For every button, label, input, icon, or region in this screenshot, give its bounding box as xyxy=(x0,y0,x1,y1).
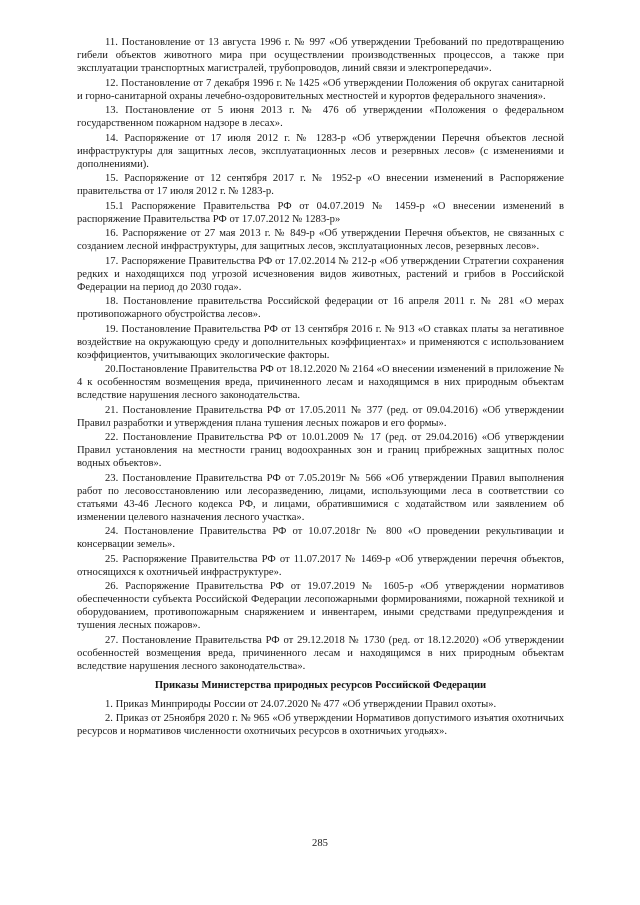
document-page xyxy=(77,36,564,740)
list-item: 2. Приказ от 25ноября 2020 г. № 965 «Об утверждении Нормативов допустимого изъятия охотничьих ресурсов и нормативов численности охотничьих ресурсов в охотничьих угодьях». xyxy=(77,713,564,737)
list-item: 17. Распоряжение Правительства РФ от 17.02.2014 № 212-р «Об утверждении Стратегии сохранения редких и находящихся под угрозой исчезновения видов животных, растений и грибов в Российской Федерации на период до 2030 года». xyxy=(77,255,564,293)
list-item: 1. Приказ Минприроды России от 24.07.2020 № 477 «Об утверждении Правил охоты». xyxy=(105,698,497,710)
page-number: 285 xyxy=(312,838,328,849)
list-item: 26. Распоряжение Правительства РФ от 19.07.2019 № 1605-р «Об утверждении нормативов обеспеченности субъекта Российской Федерации лесопожарными формированиями, пожарной техникой и оборудованием, противопожарным снаряжением и инвентарем, иными средствами предупреждения и тушения лесных пожаров». xyxy=(77,581,564,631)
list-item: 21. Постановление Правительства РФ от 17.05.2011 № 377 (ред. от 09.04.2016) «Об утверждении Правил разработки и утверждения плана тушения лесных пожаров и его формы». xyxy=(77,404,564,429)
list-item: 27. Постановление Правительства РФ от 29.12.2018 № 1730 (ред. от 18.12.2020) «Об утверждении особенностей возмещения вреда, причиненного лесам и находящимся в них природным объектам вследствие нарушения лесного законодательства». xyxy=(77,634,564,672)
list-item: 11. Постановление от 13 августа 1996 г. № 997 «Об утверждении Требований по предотвращению гибели объектов животного мира при осуществлении производственных процессов, а также при эксплуатации транспортных магистралей, трубопроводов, линий связи и электропередачи». xyxy=(77,37,564,74)
list-item: 16. Распоряжение от 27 мая 2013 г. № 849-р «Об утверждении Перечня объектов, не связанных с созданием лесной инфраструктуры, для защитных лесов, эксплуатационных лесов, резервных лесов». xyxy=(77,228,564,252)
list-item: 12. Постановление от 7 декабря 1996 г. № 1425 «Об утверждении Положения об округах санитарной и горно-санитарной охраны лечебно-оздоровительных местностей и курортов федерального значения». xyxy=(77,77,564,102)
list-item: 22. Постановление Правительства РФ от 10.01.2009 № 17 (ред. от 29.04.2016) «Об утверждении Правил установления на местности границ водоохранных зон и границ прибрежных защитных полос водных объектов». xyxy=(77,432,564,469)
list-item: 15.1 Распоряжение Правительства РФ от 04.07.2019 № 1459-р «О внесении изменений в распоряжение Правительства РФ от 17.07.2012 № 1283-р» xyxy=(77,200,564,225)
resolutions-list xyxy=(77,36,564,673)
list-item: 23. Постановление Правительства РФ от 7.05.2019г № 566 «Об утверждении Правил выполнения работ по лесовосстановлению или лесоразведению, лицами, использующими леса в соответствии со статьями 43-46 Лесного кодекса РФ, и лицами, обратившимися с ходатайством или заявлением об изменении целевого назначения лесного участка». xyxy=(77,472,564,523)
section-heading: Приказы Министерства природных ресурсов Российской Федерации xyxy=(154,679,487,691)
list-item: 15. Распоряжение от 12 сентября 2017 г. № 1952-р «О внесении изменений в Распоряжение правительства от 17 июля 2012 г. № 1283-р. xyxy=(77,173,564,197)
list-item: 24. Постановление Правительства РФ от 10.07.2018г № 800 «О проведении рекультивации и консервации земель». xyxy=(77,526,564,550)
list-item: 14. Распоряжение от 17 июля 2012 г. № 1283-р «Об утверждении Перечня объектов лесной инфраструктуры для защитных лесов, эксплуатационных лесов и резервных лесов» (с изменениями и дополнениями). xyxy=(77,132,564,170)
list-item: 25. Распоряжение Правительства РФ от 11.07.2017 № 1469-р «Об утверждении перечня объектов, относящихся к охотничьей инфраструктуре». xyxy=(77,553,564,578)
orders-list xyxy=(77,698,564,739)
list-item: 19. Постановление Правительства РФ от 13 сентября 2016 г. № 913 «О ставках платы за негативное воздействие на окружающую среду и дополнительных коэффициентах» и применяются с использованием коэффициентов, учитывающих экологические факторы. xyxy=(77,323,564,361)
list-item: 20.Постановление Правительства РФ от 18.12.2020 № 2164 «О внесении изменений в приложение № 4 к особенностям возмещения вреда, причиненного лесам и находящимся в них природным объектам вследствие нарушения лесного законодательства. xyxy=(77,364,564,401)
list-item: 18. Постановление правительства Российской федерации от 16 апреля 2011 г. № 281 «О мерах противопожарного обустройства лесов». xyxy=(77,296,564,320)
list-item: 13. Постановление от 5 июня 2013 г. № 476 об утверждении «Положения о федеральном государственном пожарном надзоре в лесах». xyxy=(77,105,564,129)
